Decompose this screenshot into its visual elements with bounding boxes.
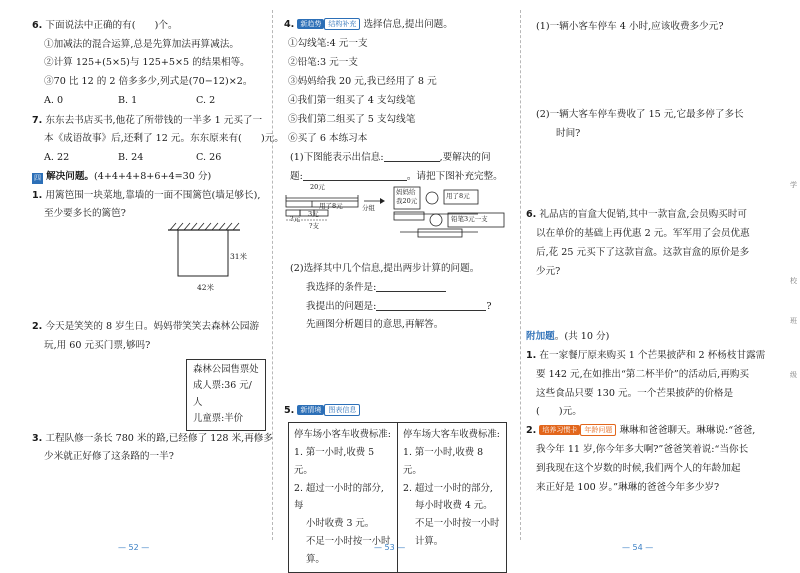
column-divider	[520, 10, 521, 540]
sub1-line-1: (1)下图能表示出信息: ,要解决的问	[290, 152, 491, 163]
q5-sub2-line-1: (2)一辆大客车停车费收了 15 元,它最多停了多长	[536, 109, 744, 120]
diagram-3-yuan: 3元	[308, 210, 319, 218]
habit-badge: 培养习惯卡	[539, 425, 580, 435]
p2-line-1: 2. 今天是笑笑的 8 岁生日。妈妈带笑笑去森林公园游	[32, 321, 260, 332]
p6-line-3: 后,花 25 元买下了这款盲盒。这款盲盒的原价是多	[536, 247, 750, 258]
q7-line-2: 本《成语故事》后,还剩了 12 元。东东原来有( )元。	[44, 133, 284, 144]
trend-badge: 新趋势	[297, 19, 324, 29]
diagram-pencil-price: 铅笔3元一支	[451, 215, 488, 223]
ticket-price-board	[186, 359, 266, 431]
diagram-unknown-count: ?支	[309, 222, 319, 230]
question-blank[interactable]	[376, 300, 486, 311]
page-number: — 53 —	[374, 542, 406, 552]
e2-line-4: 来正好是 100 岁。”琳琳的爸爸今年多少岁?	[536, 482, 720, 493]
result-box	[394, 212, 424, 220]
e2-line-1: 2. 培养习惯卡 年龄问题 琳琳和爸爸聊天。琳琳说:“爸爸,	[526, 425, 756, 436]
q6-option-a: A. 0	[44, 95, 64, 106]
fence-length-bottom: 42米	[197, 283, 215, 292]
column-divider	[272, 10, 273, 540]
small-car-fee-rules: 停车场小客车收费标准: 1. 第一小时,收费 5 元。 2. 超过一小时的部分,每 小时收费 3 元。 不足一小时按一小时算。	[289, 423, 398, 573]
page-53	[274, 0, 520, 566]
q6-statement-1: ①加减法的混合运算,总是先算加法再算减法。	[44, 39, 239, 50]
chart-info-badge: 图表信息	[324, 404, 360, 416]
board-adult-price: 成人票:36 元/人	[193, 380, 252, 408]
e2-line-2: 我今年 11 岁,你今年多大啊?”爸爸笑着说:“当你长	[536, 444, 749, 455]
p5-header: 5. 新情境 图表信息	[284, 404, 360, 419]
e1-line-2: 要 142 元,在如推出“第二杯半价”的活动后,再购买	[536, 369, 750, 380]
q5-sub2-line-2: 时间?	[556, 128, 581, 139]
margin-label-3: 班	[790, 317, 797, 325]
diagram-mom-gave: 妈妈给	[396, 188, 416, 196]
e1-line-3: 这些食品只要 130 元。一个芒果披萨的价格是	[536, 388, 734, 399]
info-2: ②铅笔:3 元一支	[288, 57, 358, 68]
diagram-used: 用了8元	[319, 202, 343, 210]
p4-header: 4. 新趋势 结构补充 选择信息,提出问题。	[284, 19, 453, 30]
info-3: ③妈妈给我 20 元,我已经用了 8 元	[288, 76, 437, 87]
structure-badge: 结构补充	[324, 18, 360, 30]
wall-hatching	[170, 223, 239, 230]
operation-circle	[426, 192, 438, 204]
diagram-20-yuan: 20元	[310, 183, 325, 191]
p3-line-1: 3. 工程队修一条长 780 米的路,已经修了 128 米,再修多	[32, 433, 273, 444]
info-4: ④我们第一组买了 4 支勾线笔	[288, 95, 416, 106]
p2-line-2: 玩,用 60 元买门票,够吗?	[44, 340, 151, 351]
garden-rectangle	[178, 230, 228, 276]
p1-line-2: 至少要多长的篱笆?	[44, 208, 126, 219]
margin-label-1: 学	[790, 181, 797, 189]
page-52	[0, 0, 284, 566]
sub2-stem: (2)选择其中几个信息,提出两步计算的问题。	[290, 263, 480, 274]
age-problem-badge: 年龄问题	[580, 424, 616, 436]
bus-fee-rules: 停车场大客车收费标准: 1. 第一小时,收费 8 元。 2. 超过一小时的部分, 每小时收费 4 元。 不足一小时按一小时 计算。	[398, 423, 507, 573]
page-54	[522, 0, 800, 566]
margin-label-2: 校	[790, 277, 797, 285]
diagram-used-2: 用了8元	[446, 192, 470, 200]
diagram-mom-gave-2: 我20元	[396, 197, 418, 205]
condition-blank[interactable]	[376, 281, 446, 292]
arrow-head-icon	[380, 198, 385, 204]
q6-option-c: C. 2	[196, 95, 216, 106]
final-answer-box	[418, 229, 462, 237]
q5-sub1: (1)一辆小客车停车 4 小时,应该收费多少元?	[536, 21, 724, 32]
info-answer-blank[interactable]	[384, 151, 440, 162]
e1-line-4: ( )元。	[536, 406, 582, 417]
p3-line-2: 少米就正好修了这条路的一半?	[44, 451, 174, 462]
condition-line: 我选择的条件是:	[306, 281, 446, 296]
q6-option-b: B. 1	[118, 95, 138, 106]
operation-circle-2	[430, 214, 442, 226]
e1-line-1: 1. 在一家餐厅原来购买 1 个芒果披萨和 2 杯杨枝甘露需	[526, 350, 766, 361]
draw-instruction: 先画图分析题目的意思,再解答。	[306, 319, 444, 330]
diagram-group-label: 分组	[362, 204, 375, 212]
p1-line-1: 1. 用篱笆围一块菜地,靠墙的一面不围篱笆(墙足够长),	[32, 190, 261, 201]
info-6: ⑥买了 6 本练习本	[288, 133, 368, 144]
p6-line-2: 以在单价的基础上再优惠 2 元。军军用了会员优惠	[536, 228, 750, 239]
section-4-header: 四 解决问题。(4+4+4+8+6+4=30 分)	[34, 171, 212, 182]
q6-statement-2: ②计算 125+(5×5)与 125+5×5 的结果相等。	[44, 57, 250, 68]
diagram-unknown-each: ?元	[290, 215, 300, 223]
fence-length-right: 31米	[230, 252, 248, 261]
q7-option-c: C. 26	[196, 152, 222, 163]
context-badge: 新情境	[297, 405, 324, 415]
q7-option-a: A. 22	[44, 152, 70, 163]
margin-label-4: 级	[790, 371, 797, 379]
board-child-price: 儿童票:半价	[193, 413, 244, 425]
section-marker-icon: 四	[34, 174, 41, 182]
question-answer-blank[interactable]	[303, 170, 407, 181]
page-number: — 54 —	[622, 542, 654, 552]
q7-option-b: B. 24	[118, 152, 144, 163]
extra-section-header: 附加题。(共 10 分)	[526, 331, 610, 342]
p6-line-4: 少元?	[536, 266, 561, 277]
q6-statement-3: ③70 比 12 的 2 倍多多少,列式是(70−12)×2。	[44, 76, 253, 87]
q6-stem: 6. 下面说法中正确的有( )个。	[32, 20, 178, 31]
info-5: ⑤我们第二组买了 5 支勾线笔	[288, 114, 416, 125]
board-title: 森林公园售票处	[193, 364, 259, 375]
q7-line-1: 7. 东东去书店买书,他花了所带钱的一半多 1 元买了一	[32, 115, 263, 126]
info-1: ①勾线笔:4 元一支	[288, 38, 368, 49]
page-number: — 52 —	[118, 542, 150, 552]
ask-line: 我提出的问题是: ?	[306, 301, 492, 312]
p6-line-1: 6. 礼品店的盲盒大促销,其中一款盲盒,会员购买时可	[526, 209, 747, 220]
e2-line-3: 到我现在这个岁数的时候,我们两个人的年龄加起	[536, 463, 741, 474]
sub1-line-2: 题: 。请把下图补充完整。	[290, 171, 503, 182]
